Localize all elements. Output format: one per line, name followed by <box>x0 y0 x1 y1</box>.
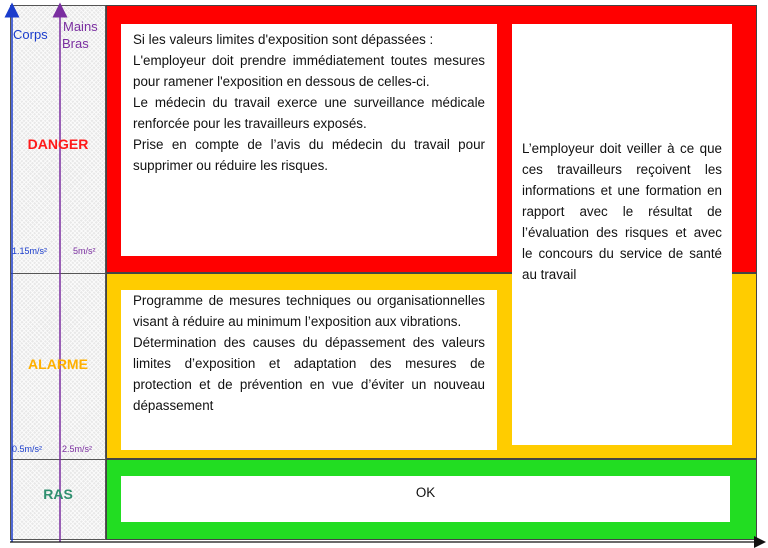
danger-level-label: DANGER <box>27 136 89 152</box>
alarme-corps-threshold: 0.5m/s² <box>12 444 43 454</box>
alarme-level-label: ALARME <box>28 356 88 372</box>
danger-line: Le médecin du travail exerce une surveillance médicale renforcée pour les travailleurs exposés. <box>133 95 485 131</box>
mains-label: Mains <box>63 19 98 34</box>
alarme-line: Programme de mesures techniques ou organisationnelles visant à réduire au minimum l’exposition aux vibrations. <box>133 293 485 329</box>
bras-label: Bras <box>62 36 89 51</box>
danger-line: Prise en compte de l’avis du médecin du travail pour supprimer ou réduire les risques. <box>133 137 485 173</box>
alarme-mains-threshold: 2.5m/s² <box>62 444 93 454</box>
danger-corps-threshold: 1.15m/s² <box>12 246 48 256</box>
info-text-box <box>512 24 732 445</box>
danger-text-box <box>121 24 497 256</box>
corps-label: Corps <box>13 27 48 42</box>
danger-line: L'employeur doit prendre immédiatement toutes mesures pour ramener l'exposition en dessous de celles-ci. <box>133 53 485 89</box>
danger-mains-threshold: 5m/s² <box>73 246 96 256</box>
ras-text-box <box>121 476 730 522</box>
danger-line: Si les valeurs limites d'exposition sont dépassées : <box>133 32 434 47</box>
alarme-text-box <box>121 290 497 450</box>
ras-level-label: RAS <box>43 486 73 502</box>
ok-text: OK <box>415 485 436 500</box>
info-text: L’employeur doit veiller à ce que ces travailleurs reçoivent les informations et une formation en rapport avec le résultat de l’évaluation des risques et avec le concours du service de santé au travail <box>522 141 722 282</box>
alarme-line: Détermination des causes du dépassement des valeurs limites d’exposition et adaptation des mesures de protection et de prévention en vue d’éviter un nouveau dépassement <box>133 335 485 413</box>
